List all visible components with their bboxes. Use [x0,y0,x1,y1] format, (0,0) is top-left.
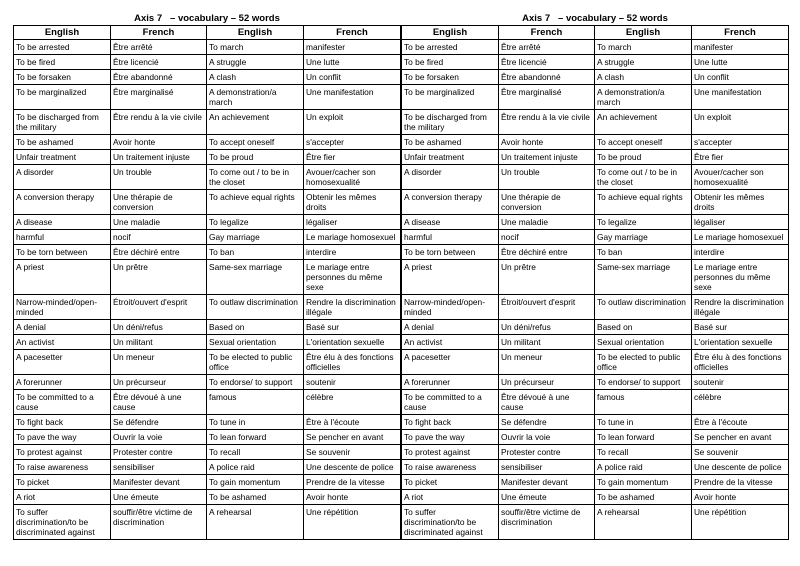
table-row [402,505,789,540]
french-cell: Être marginalisé [499,85,595,110]
table-row [402,190,789,215]
english-cell: To be forsaken [402,70,499,85]
table-row [402,215,789,230]
french-cell: Être à l'écoute [304,415,401,430]
french-cell: Être à l'écoute [692,415,789,430]
table-row [402,430,789,445]
english-cell: To suffer discrimination/to be discriminated against [402,505,499,540]
french-cell: Un conflit [304,70,401,85]
column-header-french: French [304,26,401,40]
french-cell: Être dévoué à une cause [111,390,207,415]
vocabulary-block-left [13,12,401,540]
column-header-english: English [595,26,692,40]
english-cell: To be arrested [14,40,111,55]
english-cell: A priest [402,260,499,295]
english-cell: To come out / to be in the closet [595,165,692,190]
english-cell: A demonstration/a march [207,85,304,110]
french-cell: Se pencher en avant [304,430,401,445]
french-cell: Se souvenir [692,445,789,460]
english-cell: To raise awareness [402,460,499,475]
table-row [14,245,401,260]
table-row [14,295,401,320]
table-row [402,260,789,295]
table-row [14,460,401,475]
english-cell: Narrow-minded/open-minded [402,295,499,320]
vocabulary-block-right [401,12,789,540]
table-row [14,150,401,165]
english-cell: To be discharged from the military [14,110,111,135]
french-cell: Être fier [692,150,789,165]
table-row [402,295,789,320]
table-row [14,70,401,85]
french-cell: Être déchiré entre [111,245,207,260]
french-cell: Un trouble [111,165,207,190]
french-cell: Basé sur [692,320,789,335]
french-cell: Être marginalisé [111,85,207,110]
french-cell: Un exploit [304,110,401,135]
french-cell: Une maladie [499,215,595,230]
english-cell: A rehearsal [595,505,692,540]
english-cell: To endorse/ to support [207,375,304,390]
column-header-french: French [499,26,595,40]
french-cell: interdire [304,245,401,260]
table-row [402,375,789,390]
table-row [402,70,789,85]
english-cell: To tune in [207,415,304,430]
english-cell: A disorder [402,165,499,190]
french-cell: Être déchiré entre [499,245,595,260]
french-cell: Être élu à des fonctions officielles [692,350,789,375]
column-header-french: French [111,26,207,40]
english-cell: Sexual orientation [595,335,692,350]
french-cell: Étroit/ouvert d'esprit [499,295,595,320]
english-cell: To be ashamed [207,490,304,505]
french-cell: Un militant [499,335,595,350]
french-cell: Obtenir les mêmes droits [304,190,401,215]
english-cell: A priest [14,260,111,295]
english-cell: famous [595,390,692,415]
english-cell: To raise awareness [14,460,111,475]
french-cell: s'accepter [692,135,789,150]
english-cell: To gain momentum [595,475,692,490]
english-cell: To march [595,40,692,55]
english-cell: To be ashamed [14,135,111,150]
english-cell: Gay marriage [595,230,692,245]
english-cell: To march [207,40,304,55]
table-row [14,350,401,375]
french-cell: sensibiliser [499,460,595,475]
table-row [14,110,401,135]
english-cell: Sexual orientation [207,335,304,350]
table-row [402,135,789,150]
french-cell: Ouvrir la voie [111,430,207,445]
english-cell: To be committed to a cause [402,390,499,415]
english-cell: To be ashamed [402,135,499,150]
english-cell: To recall [207,445,304,460]
english-cell: To achieve equal rights [595,190,692,215]
french-cell: nocif [499,230,595,245]
french-cell: Manifester devant [499,475,595,490]
english-cell: To be proud [595,150,692,165]
table-row [402,335,789,350]
table-row [402,165,789,190]
french-cell: Le mariage homosexuel [692,230,789,245]
french-cell: Une descente de police [304,460,401,475]
french-cell: sensibiliser [111,460,207,475]
table-row [14,85,401,110]
french-cell: soutenir [692,375,789,390]
french-cell: légaliser [304,215,401,230]
english-cell: To outlaw discrimination [207,295,304,320]
english-cell: To be discharged from the military [402,110,499,135]
english-cell: A denial [14,320,111,335]
table-row [402,55,789,70]
table-row [14,475,401,490]
french-cell: Basé sur [304,320,401,335]
french-cell: Une émeute [499,490,595,505]
french-cell: L'orientation sexuelle [692,335,789,350]
french-cell: Un exploit [692,110,789,135]
english-cell: harmful [14,230,111,245]
english-cell: To suffer discrimination/to be discriminated against [14,505,111,540]
english-cell: To pave the way [14,430,111,445]
english-cell: A rehearsal [207,505,304,540]
english-cell: To tune in [595,415,692,430]
french-cell: Avouer/cacher son homosexualité [304,165,401,190]
french-cell: Une répétition [304,505,401,540]
french-cell: Être abandonné [499,70,595,85]
french-cell: Un précurseur [499,375,595,390]
table-row [14,40,401,55]
table-row [402,320,789,335]
french-cell: Un traitement injuste [111,150,207,165]
table-row [402,230,789,245]
french-cell: interdire [692,245,789,260]
french-cell: souffir/être victime de discrimination [499,505,595,540]
french-cell: Une lutte [692,55,789,70]
table-row [402,460,789,475]
french-cell: Une maladie [111,215,207,230]
page-title: Axis 7 – vocabulary – 52 words [522,13,668,24]
english-cell: A disease [402,215,499,230]
header-row [402,26,789,40]
table-row [14,430,401,445]
french-cell: Avoir honte [499,135,595,150]
french-cell: Un conflit [692,70,789,85]
french-cell: manifester [692,40,789,55]
french-cell: soutenir [304,375,401,390]
table-row [402,85,789,110]
french-cell: Se défendre [499,415,595,430]
french-cell: Manifester devant [111,475,207,490]
english-cell: To recall [595,445,692,460]
english-cell: To pave the way [402,430,499,445]
english-cell: To be fired [14,55,111,70]
french-cell: L'orientation sexuelle [304,335,401,350]
english-cell: A demonstration/a march [595,85,692,110]
english-cell: Same-sex marriage [207,260,304,295]
english-cell: To be torn between [402,245,499,260]
table-row [14,230,401,245]
french-cell: Un trouble [499,165,595,190]
french-cell: Une thérapie de conversion [499,190,595,215]
english-cell: Narrow-minded/open-minded [14,295,111,320]
english-cell: To endorse/ to support [595,375,692,390]
french-cell: Un déni/refus [499,320,595,335]
table-row [402,475,789,490]
french-cell: célèbre [304,390,401,415]
english-cell: A forerunner [402,375,499,390]
english-cell: A riot [402,490,499,505]
english-cell: To picket [402,475,499,490]
french-cell: Être abandonné [111,70,207,85]
french-cell: Être élu à des fonctions officielles [304,350,401,375]
table-row [14,190,401,215]
french-cell: Être arrêté [111,40,207,55]
french-cell: Protester contre [499,445,595,460]
french-cell: Prendre de la vitesse [692,475,789,490]
english-cell: Same-sex marriage [595,260,692,295]
french-cell: Être fier [304,150,401,165]
french-cell: Un meneur [111,350,207,375]
english-cell: A disorder [14,165,111,190]
table-row [14,505,401,540]
english-cell: A police raid [207,460,304,475]
english-cell: Unfair treatment [14,150,111,165]
french-cell: Une répétition [692,505,789,540]
english-cell: A clash [595,70,692,85]
english-cell: To come out / to be in the closet [207,165,304,190]
table-row [402,415,789,430]
english-cell: To lean forward [595,430,692,445]
french-cell: Une descente de police [692,460,789,475]
english-cell: To fight back [14,415,111,430]
french-cell: nocif [111,230,207,245]
english-cell: An achievement [207,110,304,135]
french-cell: Se souvenir [304,445,401,460]
english-cell: To accept oneself [595,135,692,150]
table-row [14,375,401,390]
french-cell: Le mariage homosexuel [304,230,401,245]
english-cell: To accept oneself [207,135,304,150]
english-cell: To be committed to a cause [14,390,111,415]
english-cell: Unfair treatment [402,150,499,165]
english-cell: To fight back [402,415,499,430]
french-cell: Être rendu à la vie civile [499,110,595,135]
english-cell: To achieve equal rights [207,190,304,215]
french-cell: Avouer/cacher son homosexualité [692,165,789,190]
english-cell: A denial [402,320,499,335]
english-cell: A pacesetter [14,350,111,375]
english-cell: To be ashamed [595,490,692,505]
english-cell: harmful [402,230,499,245]
english-cell: To be forsaken [14,70,111,85]
french-cell: Un militant [111,335,207,350]
french-cell: Le mariage entre personnes du même sexe [692,260,789,295]
french-cell: légaliser [692,215,789,230]
french-cell: Être arrêté [499,40,595,55]
vocabulary-table [401,25,789,540]
table-row [402,245,789,260]
english-cell: famous [207,390,304,415]
french-cell: Protester contre [111,445,207,460]
english-cell: Gay marriage [207,230,304,245]
english-cell: To protest against [402,445,499,460]
english-cell: Based on [595,320,692,335]
french-cell: manifester [304,40,401,55]
french-cell: Un précurseur [111,375,207,390]
table-row [402,40,789,55]
french-cell: Une manifestation [692,85,789,110]
french-cell: Une lutte [304,55,401,70]
french-cell: Ouvrir la voie [499,430,595,445]
french-cell: célèbre [692,390,789,415]
french-cell: Avoir honte [692,490,789,505]
french-cell: Se défendre [111,415,207,430]
column-header-french: French [692,26,789,40]
french-cell: Un déni/refus [111,320,207,335]
column-header-english: English [207,26,304,40]
page-title: Axis 7 – vocabulary – 52 words [134,13,280,24]
vocabulary-table [13,25,401,540]
french-cell: Rendre la discrimination illégale [304,295,401,320]
french-cell: souffir/être victime de discrimination [111,505,207,540]
english-cell: A riot [14,490,111,505]
english-cell: An activist [402,335,499,350]
table-row [14,320,401,335]
french-cell: s'accepter [304,135,401,150]
table-row [14,445,401,460]
english-cell: A police raid [595,460,692,475]
english-cell: A struggle [595,55,692,70]
english-cell: To lean forward [207,430,304,445]
french-cell: Un meneur [499,350,595,375]
english-cell: A clash [207,70,304,85]
table-row [402,110,789,135]
table-row [14,135,401,150]
english-cell: An activist [14,335,111,350]
english-cell: To outlaw discrimination [595,295,692,320]
french-cell: Un traitement injuste [499,150,595,165]
table-row [14,390,401,415]
french-cell: Une manifestation [304,85,401,110]
english-cell: An achievement [595,110,692,135]
table-row [14,215,401,230]
english-cell: To be elected to public office [207,350,304,375]
table-row [402,350,789,375]
english-cell: To be elected to public office [595,350,692,375]
french-cell: Le mariage entre personnes du même sexe [304,260,401,295]
french-cell: Un prêtre [111,260,207,295]
english-cell: To be marginalized [14,85,111,110]
french-cell: Avoir honte [304,490,401,505]
english-cell: A pacesetter [402,350,499,375]
english-cell: A conversion therapy [402,190,499,215]
french-cell: Avoir honte [111,135,207,150]
english-cell: To be proud [207,150,304,165]
english-cell: To protest against [14,445,111,460]
column-header-english: English [402,26,499,40]
table-row [14,260,401,295]
french-cell: Étroit/ouvert d'esprit [111,295,207,320]
english-cell: To gain momentum [207,475,304,490]
english-cell: To ban [207,245,304,260]
table-row [402,150,789,165]
english-cell: Based on [207,320,304,335]
table-row [14,165,401,190]
header-row [14,26,401,40]
french-cell: Une émeute [111,490,207,505]
table-row [14,415,401,430]
french-cell: Se pencher en avant [692,430,789,445]
table-row [402,390,789,415]
english-cell: A disease [14,215,111,230]
table-row [402,445,789,460]
english-cell: To ban [595,245,692,260]
french-cell: Un prêtre [499,260,595,295]
english-cell: To be marginalized [402,85,499,110]
english-cell: To be fired [402,55,499,70]
french-cell: Une thérapie de conversion [111,190,207,215]
french-cell: Rendre la discrimination illégale [692,295,789,320]
english-cell: To be torn between [14,245,111,260]
table-row [14,335,401,350]
column-header-english: English [14,26,111,40]
english-cell: To legalize [595,215,692,230]
french-cell: Être rendu à la vie civile [111,110,207,135]
french-cell: Prendre de la vitesse [304,475,401,490]
english-cell: To legalize [207,215,304,230]
english-cell: To picket [14,475,111,490]
table-row [402,490,789,505]
table-row [14,490,401,505]
french-cell: Être dévoué à une cause [499,390,595,415]
english-cell: A forerunner [14,375,111,390]
english-cell: A conversion therapy [14,190,111,215]
english-cell: A struggle [207,55,304,70]
english-cell: To be arrested [402,40,499,55]
table-row [14,55,401,70]
french-cell: Obtenir les mêmes droits [692,190,789,215]
french-cell: Être licencié [111,55,207,70]
french-cell: Être licencié [499,55,595,70]
